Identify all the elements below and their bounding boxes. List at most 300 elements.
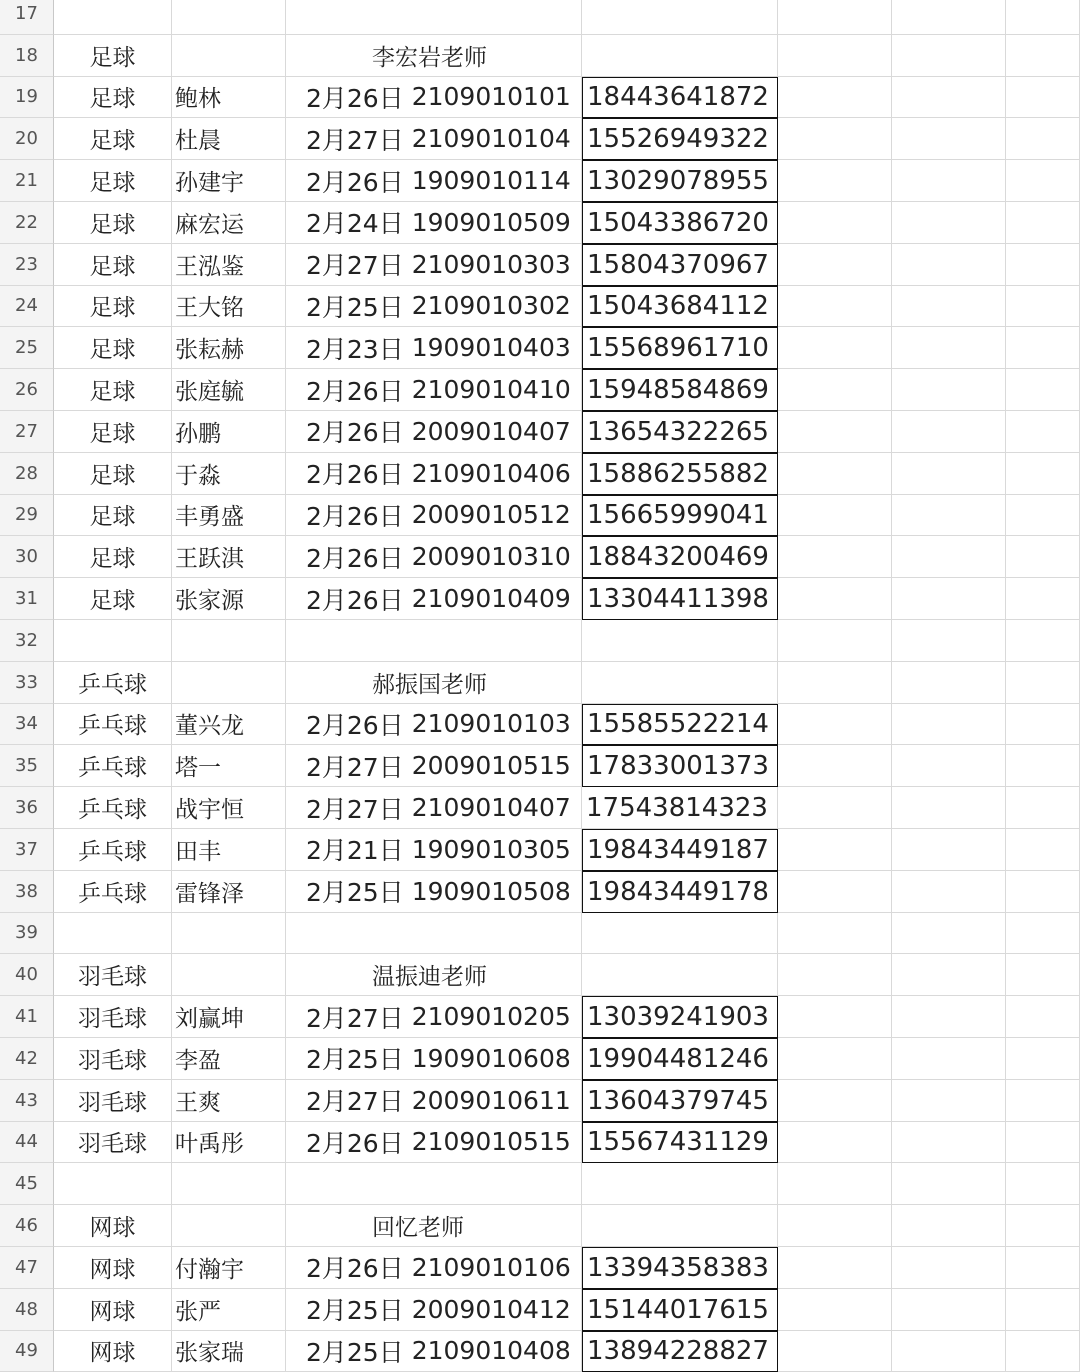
name-cell[interactable]: 麻宏运 xyxy=(172,202,286,244)
sport-cell[interactable]: 羽毛球 xyxy=(54,1122,172,1164)
cell[interactable] xyxy=(1006,829,1080,871)
cell[interactable] xyxy=(54,0,172,35)
cell[interactable] xyxy=(892,745,1006,787)
cell[interactable] xyxy=(892,1289,1006,1331)
date-id-cell[interactable] xyxy=(286,787,582,829)
phone-cell[interactable]: 15043684112 xyxy=(582,286,778,328)
cell[interactable] xyxy=(892,244,1006,286)
cell[interactable] xyxy=(778,620,892,662)
cell[interactable] xyxy=(892,1247,1006,1289)
table-row xyxy=(0,327,1080,369)
sport-cell[interactable]: 足球 xyxy=(54,453,172,495)
sport-cell[interactable]: 足球 xyxy=(54,77,172,119)
sport-cell[interactable]: 乒乓球 xyxy=(54,704,172,746)
name-cell[interactable]: 战宇恒 xyxy=(172,787,286,829)
cell[interactable] xyxy=(778,704,892,746)
cell[interactable] xyxy=(778,1247,892,1289)
cell[interactable] xyxy=(778,77,892,119)
cell[interactable] xyxy=(1006,913,1080,955)
row-header[interactable]: 38 xyxy=(0,871,54,913)
date-text: 2月26日 xyxy=(306,710,404,740)
row-header[interactable]: 40 xyxy=(0,954,54,996)
cell[interactable] xyxy=(778,35,892,77)
cell[interactable] xyxy=(54,913,172,955)
name-cell[interactable]: 张庭毓 xyxy=(172,369,286,411)
cell[interactable] xyxy=(778,1331,892,1372)
cell[interactable] xyxy=(892,1205,1006,1247)
cell[interactable] xyxy=(1006,286,1080,328)
row-header[interactable]: 27 xyxy=(0,411,54,453)
row-header[interactable]: 30 xyxy=(0,536,54,578)
cell[interactable] xyxy=(892,0,1006,35)
cell[interactable] xyxy=(778,996,892,1038)
cell[interactable] xyxy=(778,745,892,787)
date-text: 2月26日 xyxy=(306,1128,404,1158)
phone-cell[interactable]: 13304411398 xyxy=(582,578,778,620)
name-cell[interactable]: 孙建宇 xyxy=(172,160,286,202)
cell[interactable] xyxy=(778,453,892,495)
cell[interactable] xyxy=(778,244,892,286)
date-id-cell[interactable] xyxy=(286,829,582,871)
date-id-cell[interactable] xyxy=(286,1122,582,1164)
phone-cell[interactable]: 15585522214 xyxy=(582,704,778,746)
cell[interactable] xyxy=(892,620,1006,662)
sport-cell[interactable]: 羽毛球 xyxy=(54,996,172,1038)
date-id-cell[interactable] xyxy=(286,327,582,369)
cell[interactable] xyxy=(1006,871,1080,913)
cell[interactable] xyxy=(892,1122,1006,1164)
cell[interactable] xyxy=(1006,244,1080,286)
row-header[interactable]: 25 xyxy=(0,327,54,369)
row-header[interactable]: 26 xyxy=(0,369,54,411)
cell[interactable] xyxy=(286,0,582,35)
phone-cell[interactable]: 15526949322 xyxy=(582,118,778,160)
teacher-cell[interactable]: 温振迪老师 xyxy=(286,954,582,996)
name-cell[interactable]: 张耘赫 xyxy=(172,327,286,369)
phone-cell[interactable]: 13039241903 xyxy=(582,996,778,1038)
cell[interactable] xyxy=(892,954,1006,996)
row-header[interactable]: 23 xyxy=(0,244,54,286)
cell[interactable] xyxy=(778,662,892,704)
cell[interactable] xyxy=(778,1289,892,1331)
cell[interactable] xyxy=(582,662,778,704)
cell[interactable] xyxy=(892,369,1006,411)
cell[interactable] xyxy=(892,578,1006,620)
row-header[interactable]: 49 xyxy=(0,1331,54,1372)
sport-cell[interactable]: 羽毛球 xyxy=(54,1080,172,1122)
date-text: 2月26日 xyxy=(306,543,404,573)
cell[interactable] xyxy=(1006,704,1080,746)
name-cell[interactable]: 塔一 xyxy=(172,745,286,787)
table-row xyxy=(0,829,1080,871)
name-cell[interactable]: 刘赢坤 xyxy=(172,996,286,1038)
date-text: 2月25日 xyxy=(306,1337,404,1367)
table-row xyxy=(0,996,1080,1038)
phone-cell[interactable]: 19843449187 xyxy=(582,829,778,871)
sport-header-cell[interactable]: 网球 xyxy=(54,1205,172,1247)
table-row xyxy=(0,1247,1080,1289)
table-row xyxy=(0,662,1080,704)
student-id-text: 2109010103 xyxy=(411,709,571,739)
phone-cell[interactable]: 17543814323 xyxy=(582,787,778,829)
cell[interactable] xyxy=(1006,578,1080,620)
name-cell[interactable]: 于淼 xyxy=(172,453,286,495)
name-cell[interactable]: 孙鹏 xyxy=(172,411,286,453)
row-header[interactable]: 41 xyxy=(0,996,54,1038)
row-header[interactable]: 32 xyxy=(0,620,54,662)
cell[interactable] xyxy=(892,871,1006,913)
cell[interactable] xyxy=(892,453,1006,495)
phone-cell[interactable]: 15948584869 xyxy=(582,369,778,411)
sport-cell[interactable]: 足球 xyxy=(54,202,172,244)
cell[interactable] xyxy=(892,77,1006,119)
row-header[interactable]: 18 xyxy=(0,35,54,77)
cell[interactable] xyxy=(1006,1289,1080,1331)
cell[interactable] xyxy=(1006,118,1080,160)
cell[interactable] xyxy=(1006,1080,1080,1122)
cell[interactable] xyxy=(892,286,1006,328)
cell[interactable] xyxy=(172,954,286,996)
sport-cell[interactable]: 乒乓球 xyxy=(54,745,172,787)
cell[interactable] xyxy=(1006,202,1080,244)
cell[interactable] xyxy=(172,1205,286,1247)
cell[interactable] xyxy=(1006,954,1080,996)
date-text: 2月26日 xyxy=(306,167,404,197)
row-header[interactable]: 34 xyxy=(0,704,54,746)
row-header[interactable]: 20 xyxy=(0,118,54,160)
cell[interactable] xyxy=(892,787,1006,829)
row-header[interactable]: 44 xyxy=(0,1122,54,1164)
name-cell[interactable]: 王泓鉴 xyxy=(172,244,286,286)
cell[interactable] xyxy=(778,411,892,453)
sport-header-cell[interactable]: 羽毛球 xyxy=(54,954,172,996)
sport-cell[interactable]: 足球 xyxy=(54,578,172,620)
cell[interactable] xyxy=(778,536,892,578)
cell[interactable] xyxy=(1006,536,1080,578)
cell[interactable] xyxy=(1006,1205,1080,1247)
name-cell[interactable]: 王大铭 xyxy=(172,286,286,328)
sport-cell[interactable]: 乒乓球 xyxy=(54,787,172,829)
cell[interactable] xyxy=(1006,77,1080,119)
date-id-cell[interactable] xyxy=(286,369,582,411)
cell[interactable] xyxy=(892,1163,1006,1205)
cell[interactable] xyxy=(172,913,286,955)
cell[interactable] xyxy=(892,495,1006,537)
phone-cell[interactable]: 19843449178 xyxy=(582,871,778,913)
cell[interactable] xyxy=(892,1038,1006,1080)
table-row xyxy=(0,453,1080,495)
phone-cell[interactable]: 13394358383 xyxy=(582,1247,778,1289)
sport-cell[interactable]: 羽毛球 xyxy=(54,1038,172,1080)
table-row xyxy=(0,77,1080,119)
table-row xyxy=(0,787,1080,829)
cell[interactable] xyxy=(1006,411,1080,453)
row-header[interactable]: 28 xyxy=(0,453,54,495)
cell[interactable] xyxy=(286,620,582,662)
row-header[interactable]: 21 xyxy=(0,160,54,202)
cell[interactable] xyxy=(582,35,778,77)
cell[interactable] xyxy=(1006,1038,1080,1080)
sport-cell[interactable]: 足球 xyxy=(54,286,172,328)
cell[interactable] xyxy=(778,1122,892,1164)
cell[interactable] xyxy=(778,871,892,913)
cell[interactable] xyxy=(172,662,286,704)
cell[interactable] xyxy=(892,913,1006,955)
cell[interactable] xyxy=(778,160,892,202)
name-cell[interactable]: 张家瑞 xyxy=(172,1331,286,1372)
table-row xyxy=(0,536,1080,578)
cell[interactable] xyxy=(54,620,172,662)
name-cell[interactable]: 鲍林 xyxy=(172,77,286,119)
date-id-cell[interactable] xyxy=(286,244,582,286)
cell[interactable] xyxy=(778,1163,892,1205)
sport-cell[interactable]: 网球 xyxy=(54,1331,172,1372)
teacher-cell[interactable]: 郝振国老师 xyxy=(286,662,582,704)
cell[interactable] xyxy=(286,1163,582,1205)
phone-cell[interactable]: 15568961710 xyxy=(582,327,778,369)
row-header[interactable]: 48 xyxy=(0,1289,54,1331)
cell[interactable] xyxy=(1006,0,1080,35)
phone-cell[interactable]: 19904481246 xyxy=(582,1038,778,1080)
date-id-cell[interactable] xyxy=(286,1080,582,1122)
phone-cell[interactable]: 13604379745 xyxy=(582,1080,778,1122)
cell[interactable] xyxy=(1006,327,1080,369)
date-text: 2月26日 xyxy=(306,83,404,113)
cell[interactable] xyxy=(778,369,892,411)
cell[interactable] xyxy=(778,787,892,829)
sport-cell[interactable]: 足球 xyxy=(54,536,172,578)
name-cell[interactable]: 董兴龙 xyxy=(172,704,286,746)
row-header[interactable]: 17 xyxy=(0,0,54,35)
name-cell[interactable]: 杜晨 xyxy=(172,118,286,160)
phone-cell[interactable]: 13029078955 xyxy=(582,160,778,202)
row-header[interactable]: 19 xyxy=(0,77,54,119)
table-row xyxy=(0,202,1080,244)
cell[interactable] xyxy=(892,1331,1006,1372)
table-row xyxy=(0,369,1080,411)
date-id-cell[interactable] xyxy=(286,996,582,1038)
cell[interactable] xyxy=(1006,620,1080,662)
table-row xyxy=(0,286,1080,328)
cell[interactable] xyxy=(1006,369,1080,411)
name-cell[interactable]: 李盈 xyxy=(172,1038,286,1080)
cell[interactable] xyxy=(172,0,286,35)
row-header[interactable]: 24 xyxy=(0,286,54,328)
cell[interactable] xyxy=(172,1163,286,1205)
cell[interactable] xyxy=(892,411,1006,453)
cell[interactable] xyxy=(892,536,1006,578)
date-id-cell[interactable] xyxy=(286,1289,582,1331)
row-header[interactable]: 31 xyxy=(0,578,54,620)
sport-header-cell[interactable]: 足球 xyxy=(54,35,172,77)
cell[interactable] xyxy=(1006,453,1080,495)
cell[interactable] xyxy=(1006,1122,1080,1164)
name-cell[interactable]: 王跃淇 xyxy=(172,536,286,578)
sport-cell[interactable]: 乒乓球 xyxy=(54,829,172,871)
name-cell[interactable]: 雷锋泽 xyxy=(172,871,286,913)
row-header[interactable]: 46 xyxy=(0,1205,54,1247)
cell[interactable] xyxy=(892,327,1006,369)
cell[interactable] xyxy=(892,1080,1006,1122)
student-id-text: 1909010508 xyxy=(411,876,571,906)
phone-cell[interactable]: 18843200469 xyxy=(582,536,778,578)
name-cell[interactable]: 田丰 xyxy=(172,829,286,871)
sport-cell[interactable]: 足球 xyxy=(54,369,172,411)
date-id-cell[interactable] xyxy=(286,202,582,244)
date-id-cell[interactable] xyxy=(286,1247,582,1289)
date-text: 2月25日 xyxy=(306,1296,404,1326)
sport-cell[interactable]: 足球 xyxy=(54,118,172,160)
phone-cell[interactable]: 15144017615 xyxy=(582,1289,778,1331)
table-row xyxy=(0,35,1080,77)
row-header[interactable]: 37 xyxy=(0,829,54,871)
cell[interactable] xyxy=(778,1080,892,1122)
name-cell[interactable]: 张严 xyxy=(172,1289,286,1331)
row-header[interactable]: 33 xyxy=(0,662,54,704)
row-header[interactable]: 35 xyxy=(0,745,54,787)
teacher-cell[interactable]: 李宏岩老师 xyxy=(286,35,582,77)
cell[interactable] xyxy=(778,118,892,160)
date-id-cell[interactable] xyxy=(286,1331,582,1372)
cell[interactable] xyxy=(172,35,286,77)
phone-cell[interactable]: 13894228827 xyxy=(582,1331,778,1372)
name-cell[interactable]: 张家源 xyxy=(172,578,286,620)
student-id-text: 2009010310 xyxy=(411,542,571,572)
date-id-cell[interactable] xyxy=(286,704,582,746)
cell[interactable] xyxy=(1006,1247,1080,1289)
cell[interactable] xyxy=(778,954,892,996)
cell[interactable] xyxy=(778,913,892,955)
sport-cell[interactable]: 网球 xyxy=(54,1247,172,1289)
cell[interactable] xyxy=(582,913,778,955)
cell[interactable] xyxy=(286,913,582,955)
cell[interactable] xyxy=(778,578,892,620)
date-id-cell[interactable] xyxy=(286,411,582,453)
cell[interactable] xyxy=(582,954,778,996)
cell[interactable] xyxy=(778,1038,892,1080)
teacher-cell[interactable]: 回忆老师 xyxy=(286,1205,582,1247)
phone-cell[interactable]: 15567431129 xyxy=(582,1122,778,1164)
table-row xyxy=(0,0,1080,35)
sport-cell[interactable]: 足球 xyxy=(54,244,172,286)
cell[interactable] xyxy=(892,829,1006,871)
sport-cell[interactable]: 足球 xyxy=(54,495,172,537)
cell[interactable] xyxy=(1006,495,1080,537)
row-header[interactable]: 22 xyxy=(0,202,54,244)
sport-cell[interactable]: 足球 xyxy=(54,327,172,369)
name-cell[interactable]: 付瀚宇 xyxy=(172,1247,286,1289)
phone-cell[interactable]: 15804370967 xyxy=(582,244,778,286)
phone-cell[interactable]: 15886255882 xyxy=(582,453,778,495)
sport-header-cell[interactable]: 乒乓球 xyxy=(54,662,172,704)
phone-cell[interactable]: 18443641872 xyxy=(582,77,778,119)
cell[interactable] xyxy=(778,1205,892,1247)
cell[interactable] xyxy=(892,996,1006,1038)
date-id-cell[interactable] xyxy=(286,286,582,328)
date-id-cell[interactable] xyxy=(286,745,582,787)
cell[interactable] xyxy=(892,662,1006,704)
cell[interactable] xyxy=(1006,662,1080,704)
cell[interactable] xyxy=(778,327,892,369)
cell[interactable] xyxy=(582,620,778,662)
date-text: 2月27日 xyxy=(306,251,404,281)
date-id-cell[interactable] xyxy=(286,453,582,495)
date-text: 2月25日 xyxy=(306,292,404,322)
cell[interactable] xyxy=(1006,996,1080,1038)
student-id-text: 2109010104 xyxy=(411,124,571,154)
row-header[interactable]: 45 xyxy=(0,1163,54,1205)
cell[interactable] xyxy=(582,1205,778,1247)
phone-cell[interactable]: 13654322265 xyxy=(582,411,778,453)
cell[interactable] xyxy=(1006,160,1080,202)
date-id-cell[interactable] xyxy=(286,871,582,913)
date-id-cell[interactable] xyxy=(286,77,582,119)
sport-cell[interactable]: 网球 xyxy=(54,1289,172,1331)
cell[interactable] xyxy=(1006,745,1080,787)
name-cell[interactable]: 王爽 xyxy=(172,1080,286,1122)
sport-cell[interactable]: 乒乓球 xyxy=(54,871,172,913)
cell[interactable] xyxy=(892,118,1006,160)
row-header[interactable]: 36 xyxy=(0,787,54,829)
cell[interactable] xyxy=(778,286,892,328)
row-header[interactable]: 42 xyxy=(0,1038,54,1080)
date-id-cell[interactable] xyxy=(286,160,582,202)
cell[interactable] xyxy=(778,495,892,537)
date-id-cell[interactable] xyxy=(286,118,582,160)
row-header[interactable]: 47 xyxy=(0,1247,54,1289)
table-row xyxy=(0,1205,1080,1247)
phone-cell[interactable]: 15043386720 xyxy=(582,202,778,244)
name-cell[interactable]: 叶禹彤 xyxy=(172,1122,286,1164)
cell[interactable] xyxy=(778,0,892,35)
phone-cell[interactable]: 15665999041 xyxy=(582,495,778,537)
student-id-text: 2109010407 xyxy=(411,793,571,823)
name-cell[interactable]: 丰勇盛 xyxy=(172,495,286,537)
cell[interactable] xyxy=(582,0,778,35)
cell[interactable] xyxy=(778,829,892,871)
cell[interactable] xyxy=(1006,787,1080,829)
table-row xyxy=(0,1163,1080,1205)
row-header[interactable]: 43 xyxy=(0,1080,54,1122)
cell[interactable] xyxy=(892,704,1006,746)
phone-cell[interactable]: 17833001373 xyxy=(582,745,778,787)
date-id-cell[interactable] xyxy=(286,1038,582,1080)
date-id-cell[interactable] xyxy=(286,495,582,537)
cell[interactable] xyxy=(1006,1331,1080,1372)
date-text: 2月25日 xyxy=(306,878,404,908)
student-id-text: 2009010412 xyxy=(411,1294,571,1324)
date-id-cell[interactable] xyxy=(286,536,582,578)
cell[interactable] xyxy=(1006,1163,1080,1205)
cell[interactable] xyxy=(582,1163,778,1205)
row-header[interactable]: 39 xyxy=(0,913,54,955)
row-header[interactable]: 29 xyxy=(0,495,54,537)
cell[interactable] xyxy=(778,202,892,244)
cell[interactable] xyxy=(892,160,1006,202)
cell[interactable] xyxy=(1006,35,1080,77)
sport-cell[interactable]: 足球 xyxy=(54,160,172,202)
cell[interactable] xyxy=(172,620,286,662)
cell[interactable] xyxy=(892,202,1006,244)
table-row xyxy=(0,244,1080,286)
table-row xyxy=(0,1038,1080,1080)
date-text: 2月27日 xyxy=(306,1003,404,1033)
sport-cell[interactable]: 足球 xyxy=(54,411,172,453)
date-id-cell[interactable] xyxy=(286,578,582,620)
cell[interactable] xyxy=(892,35,1006,77)
cell[interactable] xyxy=(54,1163,172,1205)
student-id-text: 2109010205 xyxy=(411,1002,571,1032)
